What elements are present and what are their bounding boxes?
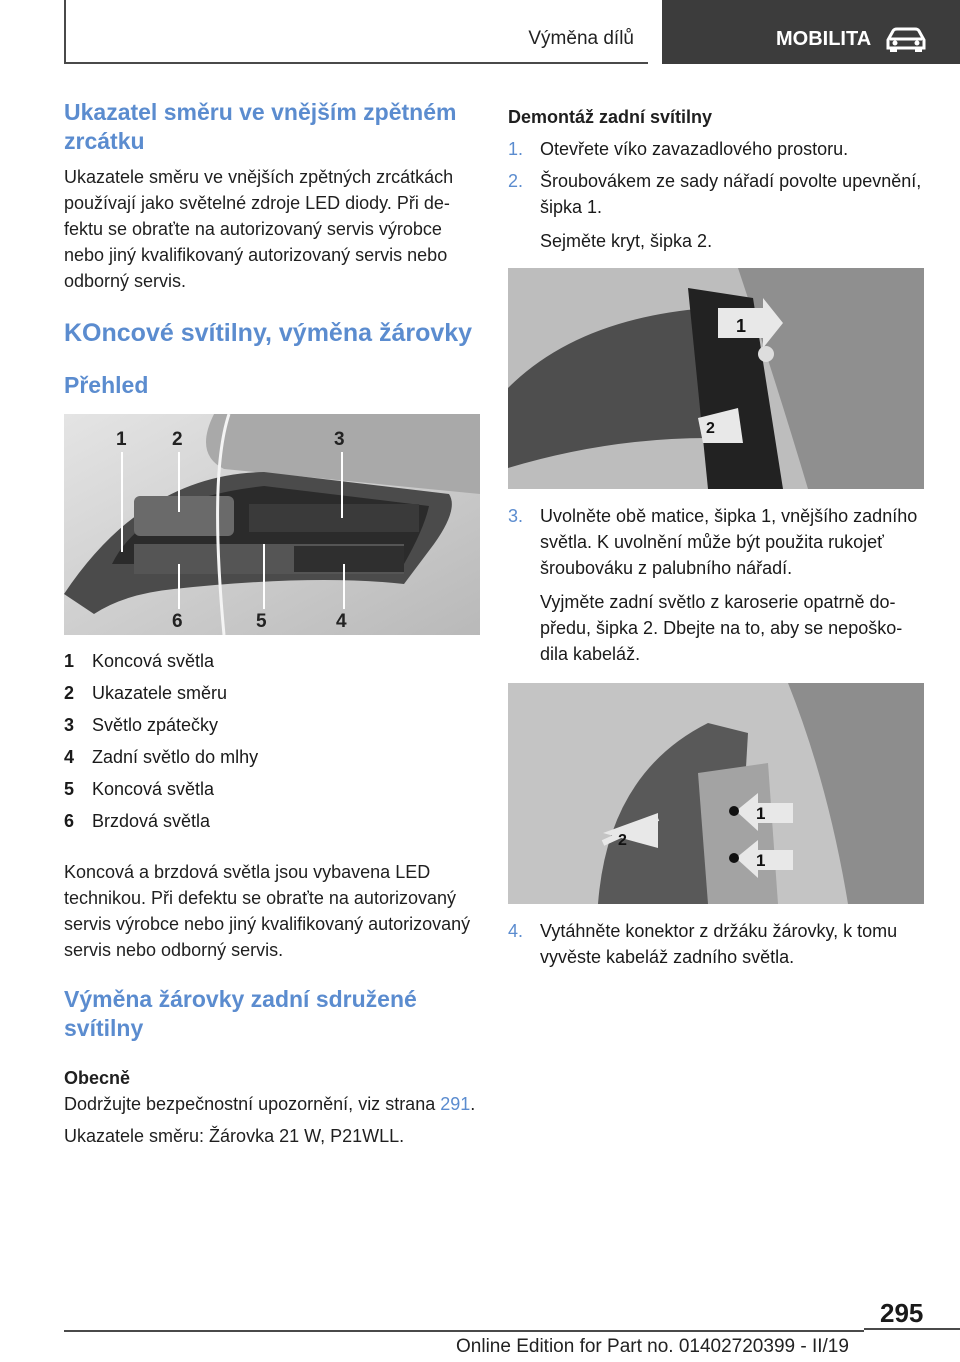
legend-item — [64, 741, 482, 773]
legend-num: 3 — [64, 715, 75, 735]
mirror-indicator-heading: Ukazatel směru ve vnějším zpětném zrcátku — [64, 99, 457, 154]
step-1 — [508, 136, 924, 162]
general-text: Dodržujte bezpečnostní upozornění, viz strana 291. — [64, 1094, 476, 1114]
overview-legend — [64, 645, 482, 837]
legend-item — [64, 709, 482, 741]
overview-label-2: 2 — [172, 429, 183, 450]
edition-text: Online Edition for Part no. 01402720399 - II/19 — [456, 1336, 849, 1357]
legend-num: 5 — [64, 779, 75, 799]
overview-label-3: 3 — [334, 429, 345, 450]
header-tab[interactable] — [662, 0, 960, 64]
nuts-label-1a: 1 — [756, 804, 766, 823]
mirror-indicator-text: Ukazatele směru ve vnějších zpětných zrcátkách používají jako světelné zdroje LED diody. Při defektu se obraťte na autorizovaný servis výrobce nebo jiný kvalifikovaný autorizovaný servis nebo odborný servis. — [64, 167, 454, 291]
right-column — [508, 104, 924, 970]
bulb-spec-text: Ukazatele směru: Žárovka 21 W, P21WLL. — [64, 1126, 405, 1146]
header-tab-label: MOBILITA — [776, 28, 872, 50]
legend-num: 1 — [64, 651, 75, 671]
step-3 — [508, 503, 924, 667]
left-column — [64, 98, 482, 1149]
removal-steps-final — [508, 918, 924, 970]
legend-text: Ukazatele směru — [92, 683, 228, 703]
overview-label-1: 1 — [116, 429, 127, 450]
led-info-text: Koncová a brzdová světla jsou vybavena LED technikou. Při defektu se obraťte na autorizovaný servis výrobce nebo jiný kvalifikovaný autorizovaný servis nebo odborný servis. — [64, 862, 471, 960]
nuts-image — [508, 683, 924, 904]
nuts-label-1b: 1 — [756, 851, 766, 870]
general-subheading: Obecně — [64, 1068, 131, 1088]
step-extra: Vyjměte zadní světlo z karoserie opatrně dopředu, šipka 2. Dbejte na to, aby se nepoškodila kabeláž. — [540, 592, 903, 664]
removal-heading: Demontáž zadní svítilny — [508, 107, 713, 127]
legend-item — [64, 773, 482, 805]
nuts-label-2: 2 — [618, 832, 627, 849]
trunk-label-1: 1 — [736, 316, 747, 336]
overview-label-5: 5 — [256, 611, 267, 632]
trunk-cover-image — [508, 268, 924, 489]
bulb-replacement-heading: Výměna žárovky zadní sdružené svítilny — [64, 986, 417, 1041]
legend-text: Koncová světla — [92, 651, 215, 671]
overview-label-6: 6 — [172, 611, 183, 632]
legend-num: 6 — [64, 811, 75, 831]
footer-divider — [64, 1330, 864, 1332]
page-number: 295 — [880, 1298, 924, 1328]
step-text: Šroubovákem ze sady nářadí povolte upevnění, šipka 1. — [540, 171, 922, 217]
step-number: 3. — [508, 506, 524, 526]
legend-text: Koncová světla — [92, 779, 215, 799]
step-number: 2. — [508, 171, 524, 191]
step-4 — [508, 918, 924, 970]
page-291-link[interactable]: 291 — [440, 1094, 471, 1114]
legend-item — [64, 645, 482, 677]
legend-text: Světlo zpátečky — [92, 715, 219, 735]
header-section-box — [64, 0, 648, 64]
legend-num: 2 — [64, 683, 75, 703]
tail-light-overview-image — [64, 414, 480, 635]
legend-num: 4 — [64, 747, 75, 767]
header-section-title: Výměna dílů — [528, 28, 634, 49]
trunk-label-2: 2 — [706, 420, 715, 437]
legend-text: Zadní světlo do mlhy — [92, 747, 259, 767]
step-number: 1. — [508, 139, 524, 159]
step-extra: Sejměte kryt, šipka 2. — [540, 231, 713, 251]
overview-label-4: 4 — [336, 611, 347, 632]
legend-text: Brzdová světla — [92, 811, 211, 831]
removal-steps — [508, 136, 924, 254]
legend-item — [64, 805, 482, 837]
overview-heading: Přehled — [64, 372, 149, 398]
step-number: 4. — [508, 921, 524, 941]
car-icon — [884, 26, 928, 52]
tail-lights-heading: KOncové svítilny, výměna žárovky — [64, 319, 473, 347]
step-text: Vytáhněte konektor z držáku žárovky, k tomu vyvěste kabeláž zadního světla. — [540, 921, 898, 967]
step-text: Uvolněte obě matice, šipka 1, vnějšího zadního světla. K uvolnění může být použita rukojeť šroubováku z palubního nářadí. — [540, 506, 918, 578]
footer-divider-right — [864, 1328, 960, 1330]
step-text: Otevřete víko zavazadlového prostoru. — [540, 139, 849, 159]
legend-item — [64, 677, 482, 709]
step-2 — [508, 168, 924, 254]
removal-steps-cont — [508, 503, 924, 667]
